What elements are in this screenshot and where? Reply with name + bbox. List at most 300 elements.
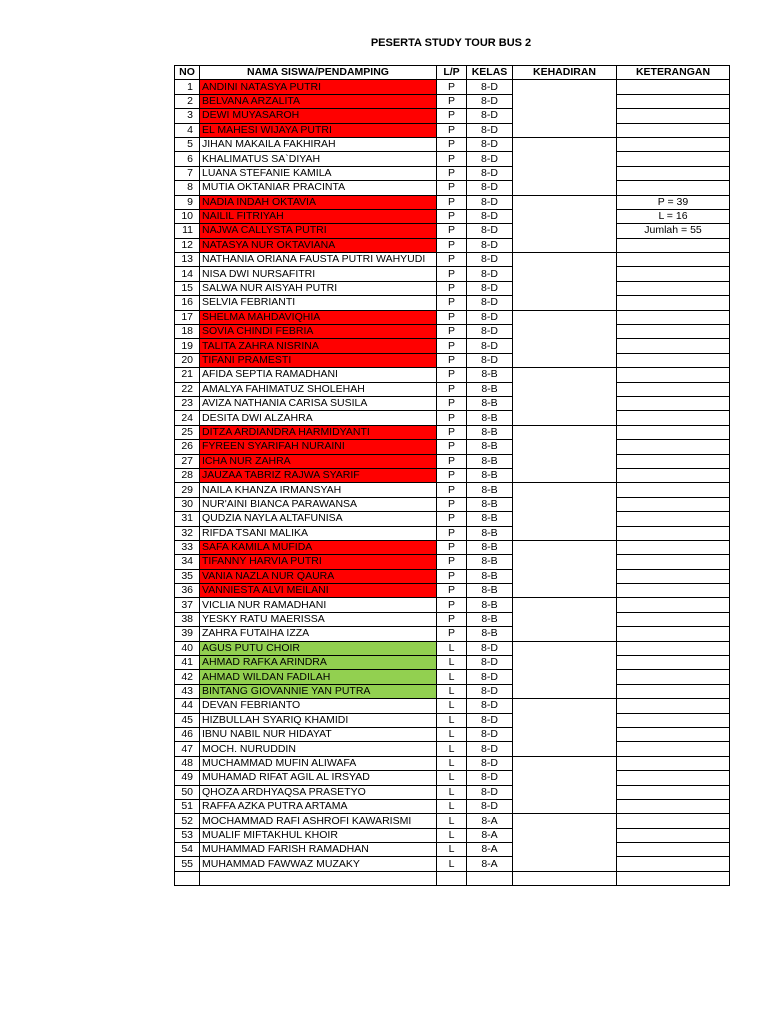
row-gender: L (437, 641, 467, 655)
row-class: 8-D (467, 656, 513, 670)
row-note (617, 152, 730, 166)
table-row (175, 440, 730, 454)
row-note (617, 771, 730, 785)
row-note (617, 512, 730, 526)
row-name: NADIA INDAH OKTAVIA (200, 195, 437, 209)
row-name: MUCHAMMAD MUFIN ALIWAFA (200, 756, 437, 770)
row-gender: P (437, 152, 467, 166)
table-row (175, 540, 730, 554)
row-attendance (513, 656, 617, 670)
row-number: 31 (175, 512, 200, 526)
row-name: SELVIA FEBRIANTI (200, 296, 437, 310)
row-gender: L (437, 771, 467, 785)
row-number: 9 (175, 195, 200, 209)
row-name: AMALYA FAHIMATUZ SHOLEHAH (200, 382, 437, 396)
table-row (175, 512, 730, 526)
row-name: AHMAD RAFKA ARINDRA (200, 656, 437, 670)
row-class: 8-D (467, 670, 513, 684)
row-number: 20 (175, 353, 200, 367)
table-row (175, 857, 730, 871)
row-number: 49 (175, 771, 200, 785)
row-class: 8-B (467, 468, 513, 482)
row-gender: P (437, 584, 467, 598)
row-attendance (513, 699, 617, 713)
row-gender: P (437, 598, 467, 612)
row-gender: P (437, 224, 467, 238)
table-row (175, 353, 730, 367)
row-gender: L (437, 684, 467, 698)
row-number: 48 (175, 756, 200, 770)
row-class: 8-B (467, 497, 513, 511)
table-row (175, 598, 730, 612)
row-class: 8-D (467, 281, 513, 295)
row-class: 8-D (467, 325, 513, 339)
row-note (617, 440, 730, 454)
row-note (617, 612, 730, 626)
row-gender: L (437, 756, 467, 770)
row-class: 8-D (467, 166, 513, 180)
table-row (175, 497, 730, 511)
row-name: NUR'AINI BIANCA PARAWANSA (200, 497, 437, 511)
header-keterangan: KETERANGAN (617, 66, 730, 80)
row-note (617, 756, 730, 770)
row-class: 8-D (467, 742, 513, 756)
row-attendance (513, 857, 617, 871)
row-attendance (513, 281, 617, 295)
row-class: 8-D (467, 310, 513, 324)
header-kelas: KELAS (467, 66, 513, 80)
row-note (617, 267, 730, 281)
row-note (617, 742, 730, 756)
header-lp: L/P (437, 66, 467, 80)
row-class: 8-D (467, 713, 513, 727)
row-name: NATHANIA ORIANA FAUSTA PUTRI WAHYUDI (200, 253, 437, 267)
row-gender: P (437, 195, 467, 209)
row-attendance (513, 411, 617, 425)
row-number: 53 (175, 828, 200, 842)
row-number: 32 (175, 526, 200, 540)
table-row (175, 325, 730, 339)
row-note (617, 80, 730, 94)
row-number: 38 (175, 612, 200, 626)
row-class: 8-D (467, 224, 513, 238)
table-row (175, 785, 730, 799)
row-gender: P (437, 368, 467, 382)
row-gender: P (437, 569, 467, 583)
row-note (617, 425, 730, 439)
row-number: 14 (175, 267, 200, 281)
row-attendance (513, 325, 617, 339)
page-title: PESERTA STUDY TOUR BUS 2 (370, 37, 532, 49)
row-number: 34 (175, 555, 200, 569)
row-note (617, 670, 730, 684)
row-number: 8 (175, 181, 200, 195)
row-class: 8-B (467, 569, 513, 583)
row-attendance (513, 727, 617, 741)
row-gender: P (437, 468, 467, 482)
row-attendance (513, 569, 617, 583)
row-gender: P (437, 425, 467, 439)
row-name: AGUS PUTU CHOIR (200, 641, 437, 655)
row-note (617, 828, 730, 842)
row-name: EL MAHESI WIJAYA PUTRI (200, 123, 437, 137)
table-row (175, 814, 730, 828)
row-number (175, 871, 200, 885)
row-name: HIZBULLAH SYARIQ KHAMIDI (200, 713, 437, 727)
row-class: 8-D (467, 195, 513, 209)
row-note (617, 310, 730, 324)
row-class: 8-D (467, 785, 513, 799)
row-note (617, 684, 730, 698)
row-number: 43 (175, 684, 200, 698)
row-attendance (513, 756, 617, 770)
row-note (617, 382, 730, 396)
row-attendance (513, 253, 617, 267)
row-number: 25 (175, 425, 200, 439)
row-name: QUDZIA NAYLA ALTAFUNISA (200, 512, 437, 526)
table-row (175, 627, 730, 641)
row-class: 8-A (467, 857, 513, 871)
row-attendance (513, 555, 617, 569)
row-attendance (513, 483, 617, 497)
row-name: SHELMA MAHDAVIQHIA (200, 310, 437, 324)
row-gender: P (437, 526, 467, 540)
row-attendance (513, 296, 617, 310)
table-row (175, 181, 730, 195)
row-name: ZAHRA FUTAIHA IZZA (200, 627, 437, 641)
table-row (175, 224, 730, 238)
header-nama: NAMA SISWA/PENDAMPING (200, 66, 437, 80)
row-name: MUHAMMAD FAWWAZ MUZAKY (200, 857, 437, 871)
row-gender: P (437, 123, 467, 137)
row-gender: P (437, 440, 467, 454)
row-note (617, 843, 730, 857)
row-note (617, 325, 730, 339)
row-name: FYREEN SYARIFAH NURAINI (200, 440, 437, 454)
row-note (617, 137, 730, 151)
row-name: DEWI MUYASAROH (200, 109, 437, 123)
row-note (617, 339, 730, 353)
row-attendance (513, 742, 617, 756)
row-name: VANNIESTA ALVI MEILANI (200, 584, 437, 598)
row-name: VICLIA NUR RAMADHANI (200, 598, 437, 612)
row-class: 8-B (467, 411, 513, 425)
table-row (175, 209, 730, 223)
row-class: 8-D (467, 296, 513, 310)
row-number: 44 (175, 699, 200, 713)
row-attendance (513, 771, 617, 785)
table-row (175, 296, 730, 310)
row-gender: P (437, 612, 467, 626)
row-class: 8-B (467, 483, 513, 497)
row-gender: L (437, 799, 467, 813)
table-row (175, 612, 730, 626)
row-attendance (513, 94, 617, 108)
row-gender: P (437, 627, 467, 641)
row-note (617, 656, 730, 670)
row-attendance (513, 267, 617, 281)
row-attendance (513, 195, 617, 209)
row-gender: P (437, 497, 467, 511)
table-row (175, 411, 730, 425)
row-note (617, 641, 730, 655)
row-class: 8-A (467, 828, 513, 842)
table-row (175, 828, 730, 842)
row-class: 8-D (467, 94, 513, 108)
row-number: 26 (175, 440, 200, 454)
row-attendance (513, 843, 617, 857)
row-gender: P (437, 80, 467, 94)
table-row (175, 569, 730, 583)
header-row (175, 66, 730, 80)
row-name: NAJWA CALLYSTA PUTRI (200, 224, 437, 238)
row-number: 42 (175, 670, 200, 684)
row-note (617, 166, 730, 180)
row-gender: P (437, 281, 467, 295)
row-class: 8-B (467, 555, 513, 569)
table-row (175, 94, 730, 108)
table-row (175, 526, 730, 540)
row-number: 27 (175, 454, 200, 468)
row-name: MOCHAMMAD RAFI ASHROFI KAWARISMI (200, 814, 437, 828)
table-row (175, 670, 730, 684)
row-gender: P (437, 253, 467, 267)
row-name: MUHAMAD RIFAT AGIL AL IRSYAD (200, 771, 437, 785)
row-name: KHALIMATUS SA`DIYAH (200, 152, 437, 166)
row-gender: P (437, 109, 467, 123)
row-name: IBNU NABIL NUR HIDAYAT (200, 727, 437, 741)
row-note (617, 540, 730, 554)
row-name: YESKY RATU MAERISSA (200, 612, 437, 626)
row-attendance (513, 670, 617, 684)
row-number: 33 (175, 540, 200, 554)
row-gender: L (437, 656, 467, 670)
row-number: 3 (175, 109, 200, 123)
row-note (617, 871, 730, 885)
row-number: 54 (175, 843, 200, 857)
row-class: 8-B (467, 454, 513, 468)
row-class: 8-B (467, 627, 513, 641)
row-note (617, 296, 730, 310)
row-class: 8-B (467, 396, 513, 410)
row-class: 8-B (467, 526, 513, 540)
row-attendance (513, 123, 617, 137)
row-number: 11 (175, 224, 200, 238)
row-note (617, 497, 730, 511)
row-name: SAFA KAMILA MUFIDA (200, 540, 437, 554)
row-attendance (513, 799, 617, 813)
row-class: 8-B (467, 584, 513, 598)
table-row (175, 483, 730, 497)
row-note (617, 253, 730, 267)
row-class: 8-D (467, 699, 513, 713)
row-number: 39 (175, 627, 200, 641)
row-name: NAILA KHANZA IRMANSYAH (200, 483, 437, 497)
row-class: 8-D (467, 353, 513, 367)
row-class: 8-D (467, 238, 513, 252)
row-gender: P (437, 339, 467, 353)
row-name: TIFANI PRAMESTI (200, 353, 437, 367)
row-name: AVIZA NATHANIA CARISA SUSILA (200, 396, 437, 410)
row-number: 10 (175, 209, 200, 223)
table-row (175, 742, 730, 756)
row-name: QHOZA ARDHYAQSA PRASETYO (200, 785, 437, 799)
row-attendance (513, 684, 617, 698)
row-gender: L (437, 828, 467, 842)
table-row (175, 771, 730, 785)
row-class: 8-B (467, 512, 513, 526)
row-class: 8-A (467, 843, 513, 857)
header-no: NO (175, 66, 200, 80)
row-name: MOCH. NURUDDIN (200, 742, 437, 756)
row-name: JAUZAA TABRIZ RAJWA SYARIF (200, 468, 437, 482)
table-row (175, 425, 730, 439)
row-number: 7 (175, 166, 200, 180)
row-note (617, 555, 730, 569)
row-attendance (513, 396, 617, 410)
row-class: 8-B (467, 598, 513, 612)
row-name: SOVIA CHINDI FEBRIA (200, 325, 437, 339)
row-name: LUANA STEFANIE KAMILA (200, 166, 437, 180)
table-row (175, 396, 730, 410)
table-row (175, 368, 730, 382)
row-name: ANDINI NATASYA PUTRI (200, 80, 437, 94)
row-attendance (513, 152, 617, 166)
row-name: BINTANG GIOVANNIE YAN PUTRA (200, 684, 437, 698)
row-gender: P (437, 137, 467, 151)
row-name: RIFDA TSANI MALIKA (200, 526, 437, 540)
row-class: 8-D (467, 253, 513, 267)
row-gender: L (437, 785, 467, 799)
row-gender: L (437, 857, 467, 871)
table-row (175, 843, 730, 857)
row-gender: P (437, 555, 467, 569)
row-name: NAILIL FITRIYAH (200, 209, 437, 223)
table-row (175, 684, 730, 698)
table-row (175, 166, 730, 180)
table-row (175, 713, 730, 727)
row-number: 50 (175, 785, 200, 799)
table-row (175, 555, 730, 569)
row-number: 19 (175, 339, 200, 353)
row-class: 8-D (467, 756, 513, 770)
table-row (175, 137, 730, 151)
row-number: 51 (175, 799, 200, 813)
row-attendance (513, 80, 617, 94)
row-gender: P (437, 238, 467, 252)
row-gender: P (437, 396, 467, 410)
row-attendance (513, 181, 617, 195)
row-note (617, 181, 730, 195)
row-class: 8-D (467, 771, 513, 785)
table-row (175, 641, 730, 655)
row-note (617, 598, 730, 612)
row-attendance (513, 382, 617, 396)
row-name: MUHAMMAD FARISH RAMADHAN (200, 843, 437, 857)
row-number: 29 (175, 483, 200, 497)
row-class: 8-D (467, 267, 513, 281)
row-note (617, 785, 730, 799)
row-gender: P (437, 166, 467, 180)
row-attendance (513, 612, 617, 626)
row-name: TIFANNY HARVIA PUTRI (200, 555, 437, 569)
row-number: 40 (175, 641, 200, 655)
row-note: L = 16 (617, 209, 730, 223)
row-name: DEVAN FEBRIANTO (200, 699, 437, 713)
table-row (175, 756, 730, 770)
row-attendance (513, 828, 617, 842)
row-name: NISA DWI NURSAFITRI (200, 267, 437, 281)
participant-table (174, 65, 730, 886)
row-attendance (513, 598, 617, 612)
row-note (617, 468, 730, 482)
row-attendance (513, 109, 617, 123)
row-class: 8-D (467, 152, 513, 166)
row-gender: L (437, 843, 467, 857)
table-row (175, 109, 730, 123)
table-row (175, 281, 730, 295)
row-note (617, 368, 730, 382)
row-attendance (513, 871, 617, 885)
row-class: 8-D (467, 109, 513, 123)
table-row (175, 871, 730, 885)
row-name: MUTIA OKTANIAR PRACINTA (200, 181, 437, 195)
row-number: 15 (175, 281, 200, 295)
row-class: 8-D (467, 137, 513, 151)
row-number: 36 (175, 584, 200, 598)
row-attendance (513, 814, 617, 828)
table-row (175, 584, 730, 598)
row-gender: L (437, 742, 467, 756)
row-note (617, 109, 730, 123)
row-attendance (513, 368, 617, 382)
row-name: MUALIF MIFTAKHUL KHOIR (200, 828, 437, 842)
row-name: ICHA NUR ZAHRA (200, 454, 437, 468)
row-attendance (513, 339, 617, 353)
row-note (617, 569, 730, 583)
row-number: 23 (175, 396, 200, 410)
row-number: 1 (175, 80, 200, 94)
row-name: TALITA ZAHRA NISRINA (200, 339, 437, 353)
row-class: 8-D (467, 727, 513, 741)
row-class: 8-B (467, 425, 513, 439)
row-note (617, 238, 730, 252)
row-name: DITZA ARDIANDRA HARMIDYANTI (200, 425, 437, 439)
row-note (617, 454, 730, 468)
row-number: 13 (175, 253, 200, 267)
row-name: DESITA DWI ALZAHRA (200, 411, 437, 425)
table-row (175, 699, 730, 713)
row-class: 8-B (467, 612, 513, 626)
table-row (175, 267, 730, 281)
row-number: 17 (175, 310, 200, 324)
row-note (617, 526, 730, 540)
row-gender: L (437, 814, 467, 828)
table-row (175, 656, 730, 670)
row-class: 8-D (467, 684, 513, 698)
row-number: 21 (175, 368, 200, 382)
row-number: 5 (175, 137, 200, 151)
row-number: 6 (175, 152, 200, 166)
row-note (617, 799, 730, 813)
table-row (175, 152, 730, 166)
row-note (617, 814, 730, 828)
row-attendance (513, 166, 617, 180)
row-attendance (513, 425, 617, 439)
row-number: 45 (175, 713, 200, 727)
row-gender: L (437, 699, 467, 713)
row-class: 8-D (467, 641, 513, 655)
